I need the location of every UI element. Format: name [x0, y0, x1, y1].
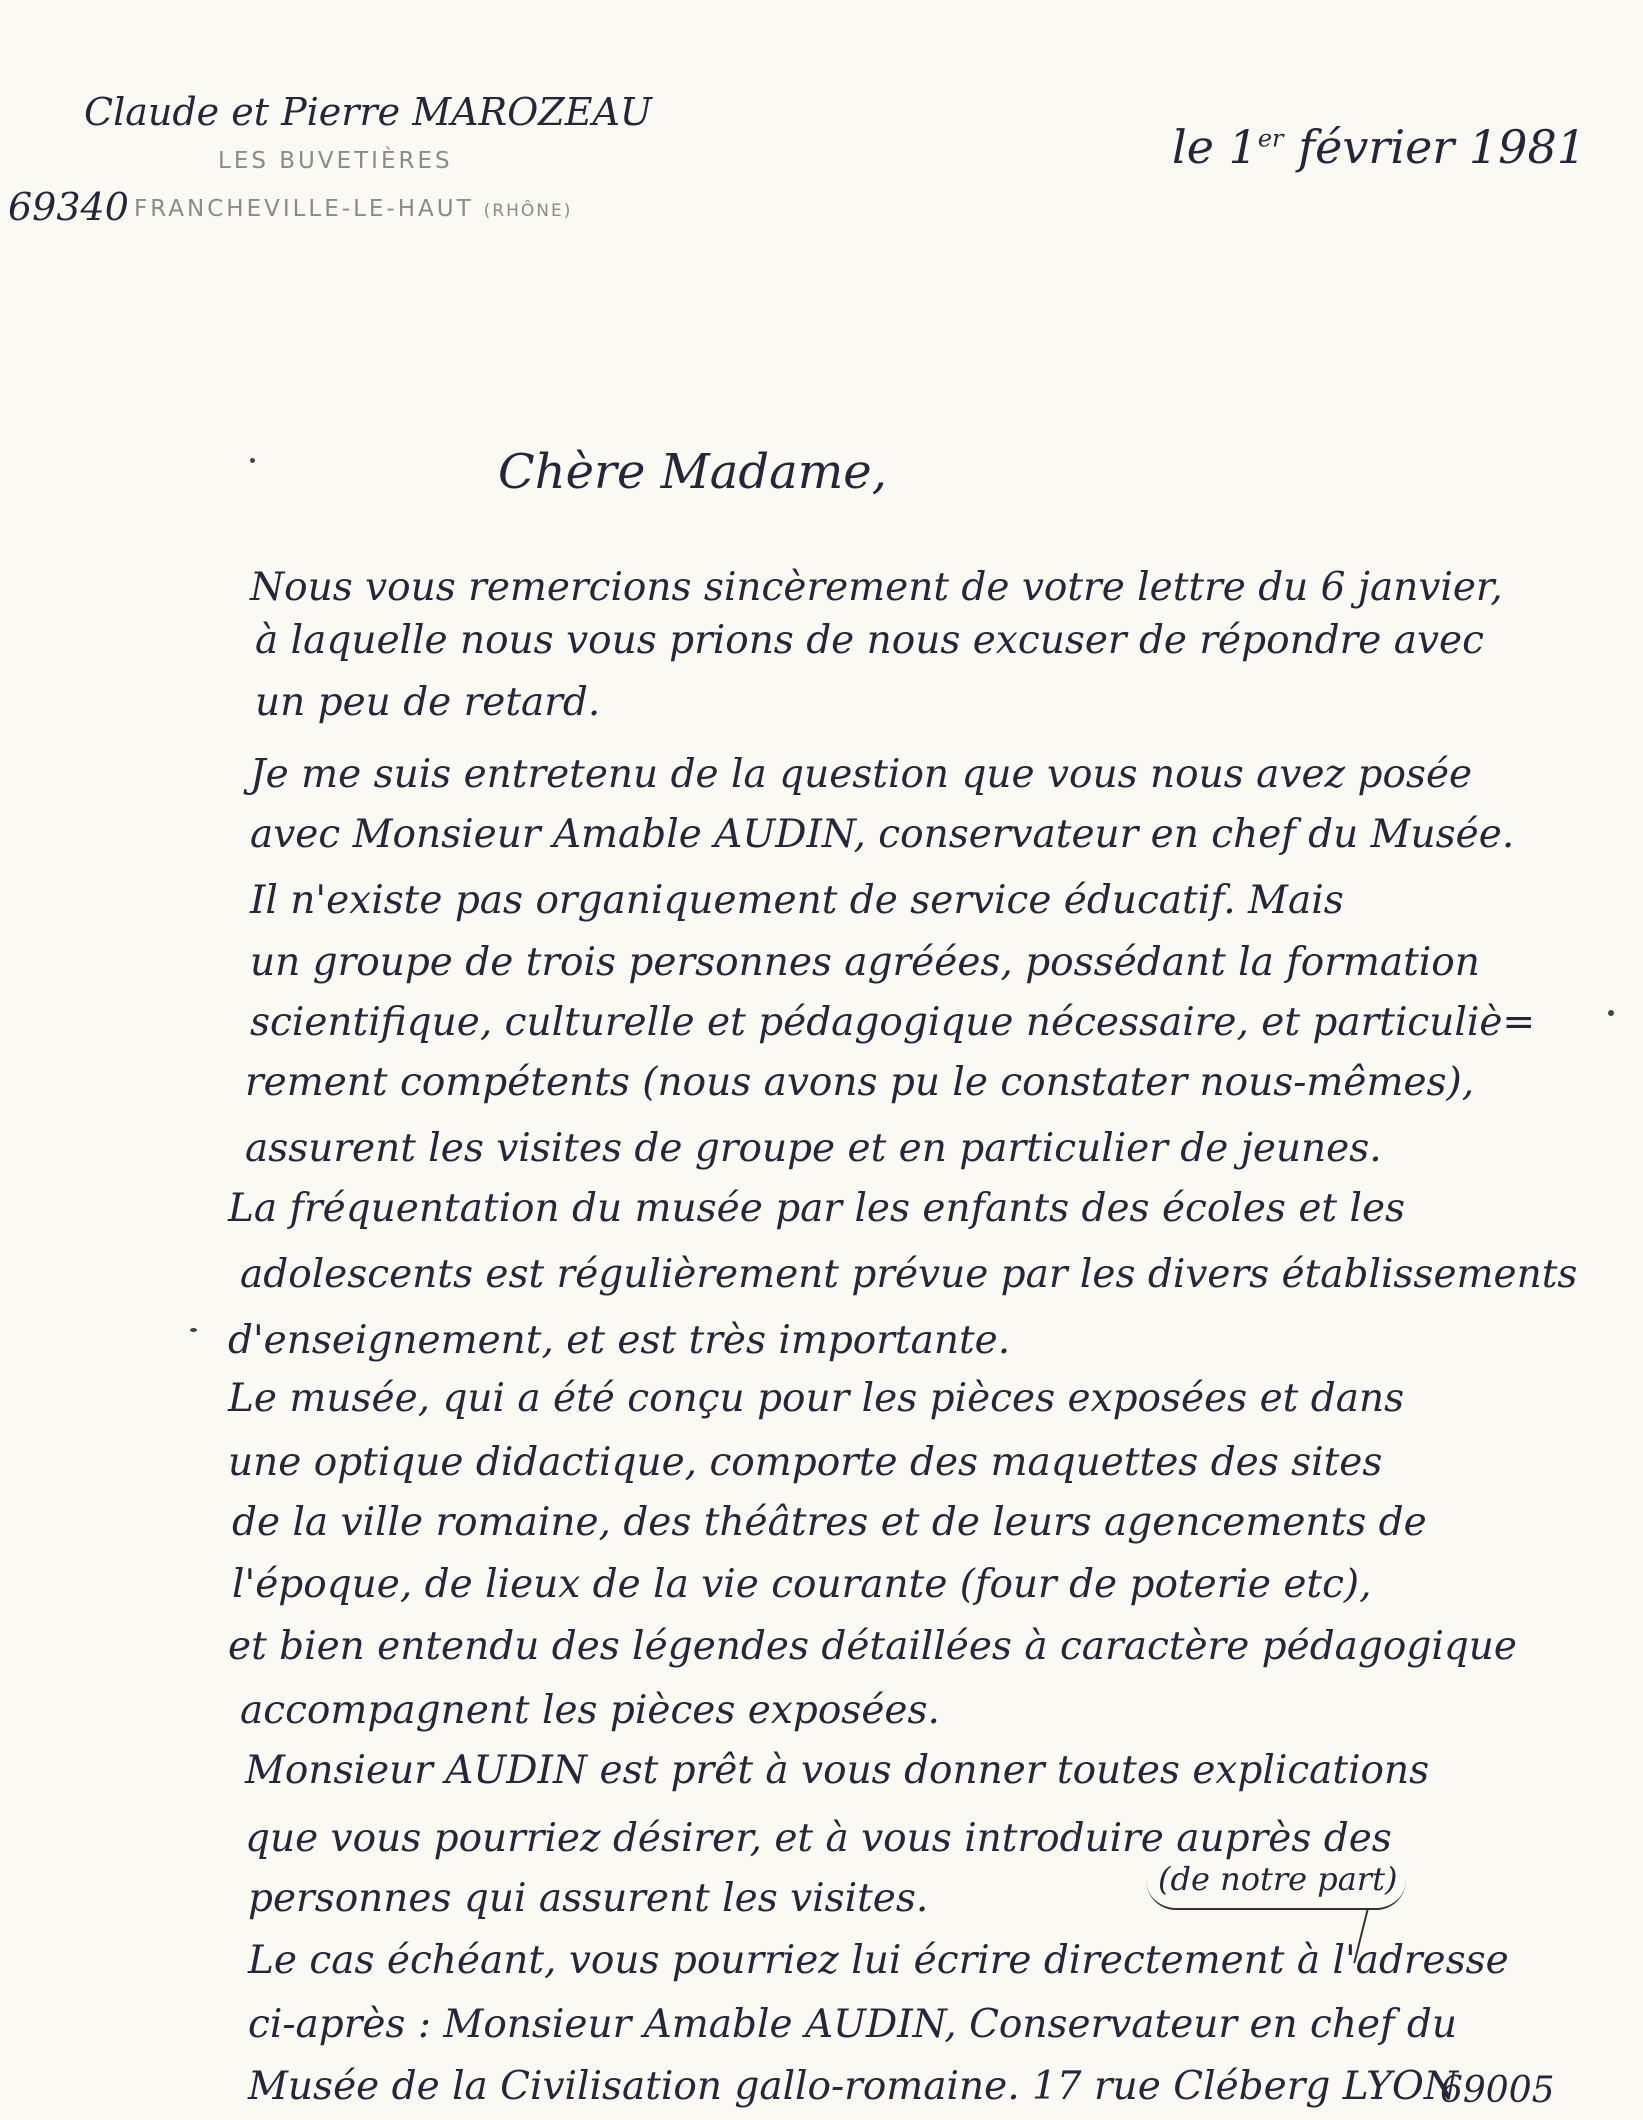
salutation: Chère Madame, — [498, 444, 887, 500]
closing-zip: 69005 — [1440, 2070, 1555, 2111]
body-line: Musée de la Civilisation gallo-romaine. 17 rue Cléberg LYON — [248, 2064, 1458, 2109]
letterhead-names: Claude et Pierre MAROZEAU — [84, 90, 652, 134]
body-line: à laquelle nous vous prions de nous excuser de répondre avec — [255, 618, 1484, 663]
body-line: et bien entendu des légendes détaillées à caractère pédagogique — [228, 1624, 1517, 1669]
insertion-note: (de notre part) — [1158, 1860, 1398, 1898]
body-line: Le musée, qui a été conçu pour les pièces exposées et dans — [228, 1376, 1405, 1421]
body-line: Le cas échéant, vous pourriez lui écrire directement à l'adresse — [248, 1938, 1509, 1983]
body-line: Monsieur AUDIN est prêt à vous donner toutes explications — [245, 1748, 1430, 1793]
body-line: une optique didactique, comporte des maquettes des sites — [228, 1440, 1383, 1485]
body-line: avec Monsieur Amable AUDIN, conservateur en chef du Musée. — [250, 812, 1515, 857]
insertion-bracket — [1146, 1880, 1406, 1910]
ink-mark — [190, 1328, 197, 1332]
body-line: que vous pourriez désirer, et à vous introduire auprès des — [245, 1816, 1392, 1861]
body-line: assurent les visites de groupe et en particulier de jeunes. — [245, 1126, 1382, 1171]
ink-mark — [250, 458, 255, 463]
body-line: ci-après : Monsieur Amable AUDIN, Conservateur en chef du — [248, 2002, 1457, 2047]
body-line: Nous vous remercions sincèrement de votre lettre du 6 janvier, — [250, 565, 1503, 610]
body-line: accompagnent les pièces exposées. — [240, 1688, 940, 1733]
letterhead-street: LES BUVETIÈRES — [218, 148, 453, 174]
ink-mark — [1608, 1010, 1614, 1016]
body-line: Je me suis entretenu de la question que vous nous avez posée — [250, 752, 1473, 797]
body-line: rement compétents (nous avons pu le constater nous-mêmes), — [245, 1060, 1475, 1105]
date-ordinal: er — [1257, 124, 1284, 153]
body-line: La fréquentation du musée par les enfants des écoles et les — [228, 1186, 1406, 1231]
letter-date — [1172, 120, 1586, 174]
body-line: adolescents est régulièrement prévue par les divers établissements — [240, 1252, 1578, 1297]
date-prefix: le 1 — [1172, 120, 1258, 174]
body-line: de la ville romaine, des théâtres et de leurs agencements de — [232, 1500, 1427, 1545]
letterhead-city-name: FRANCHEVILLE-LE-HAUT — [134, 196, 474, 222]
letterhead-city — [134, 196, 572, 222]
letterhead-zip: 69340 — [8, 185, 129, 229]
body-line: un groupe de trois personnes agréées, possédant la formation — [250, 940, 1480, 985]
date-rest: février 1981 — [1298, 120, 1586, 174]
body-line: scientifique, culturelle et pédagogique nécessaire, et particuliè= — [250, 1000, 1536, 1045]
body-line: Il n'existe pas organiquement de service éducatif. Mais — [250, 878, 1344, 923]
body-line: l'époque, de lieux de la vie courante (four de poterie etc), — [232, 1562, 1372, 1607]
body-line: personnes qui assurent les visites. — [248, 1876, 929, 1921]
letterhead-region: (RHÔNE) — [483, 201, 573, 221]
body-line: d'enseignement, et est très importante. — [228, 1318, 1011, 1363]
body-line: un peu de retard. — [255, 680, 601, 725]
